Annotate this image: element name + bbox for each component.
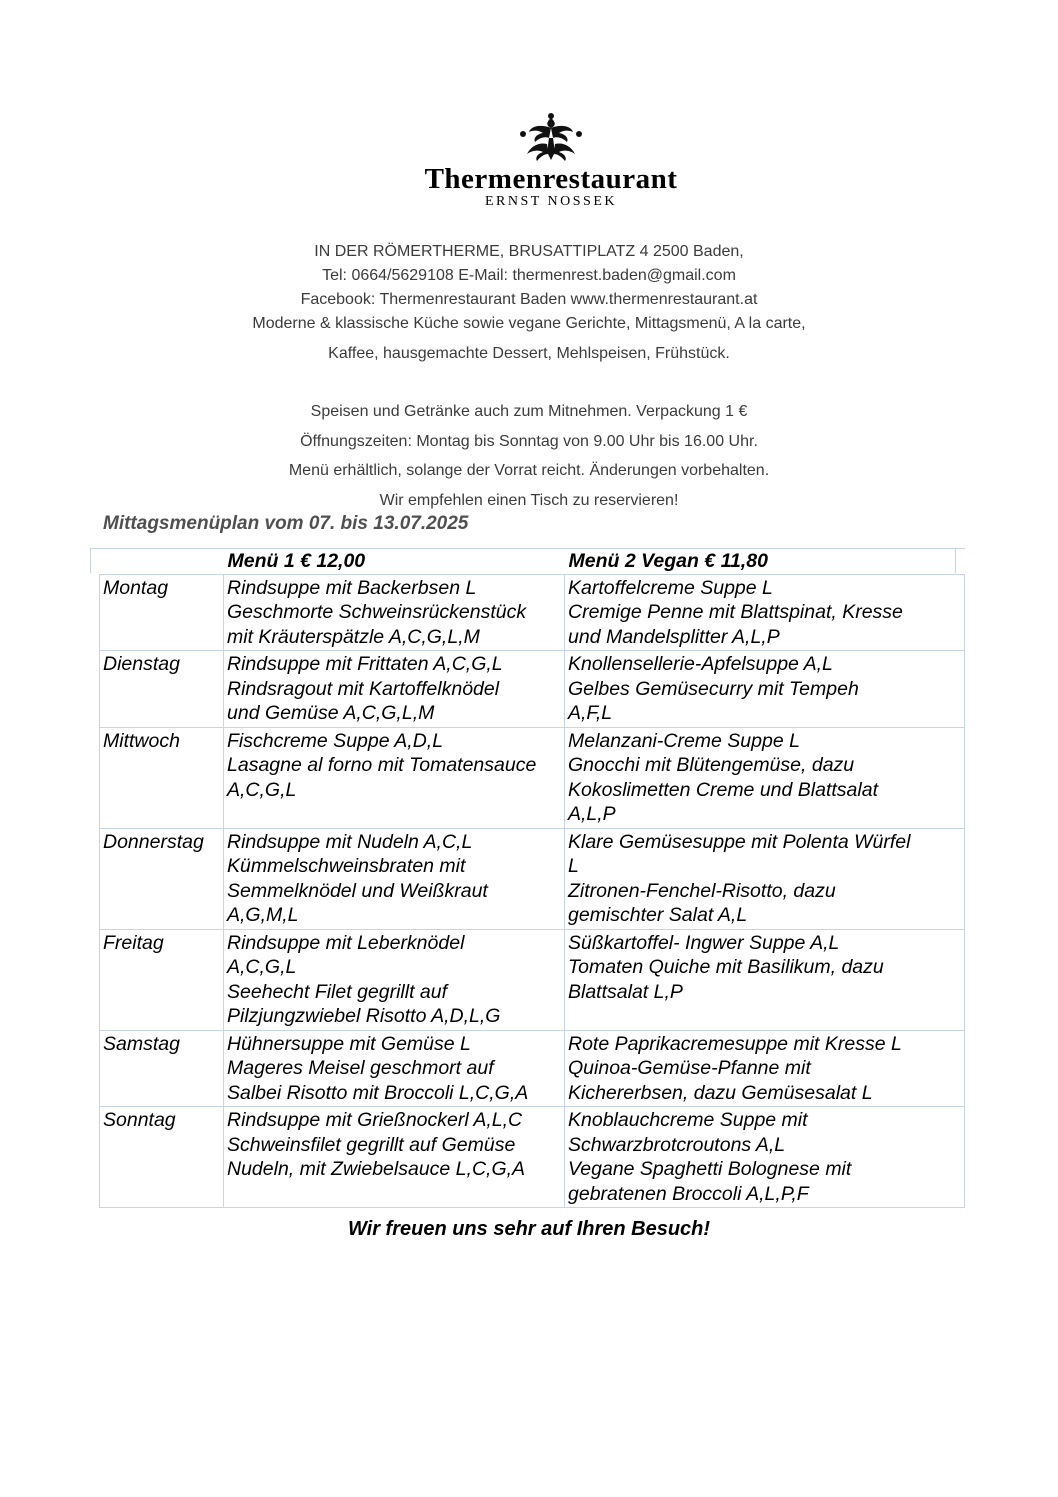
closing-message: Wir freuen uns sehr auf Ihren Besuch! — [347, 1218, 711, 1240]
header-menu2: Menü 2 Vegan € 11,80 — [565, 549, 965, 575]
menu1-cell: Rindsuppe mit Grießnockerl A,L,C Schweinsfilet gegrillt auf Gemüse Nudeln, mit Zwiebelsauce L,C,G,A — [224, 1107, 565, 1208]
table-row — [100, 828, 965, 929]
contact-info — [0, 240, 1058, 366]
restaurant-logo — [378, 112, 724, 210]
table-header-row — [100, 549, 965, 575]
table-row — [100, 651, 965, 728]
header-day — [100, 549, 224, 575]
menu1-cell: Fischcreme Suppe A,D,L Lasagne al forno mit Tomatensauce A,C,G,L — [224, 727, 565, 828]
day-cell: Samstag — [100, 1030, 224, 1107]
menu2-cell: Melanzani-Creme Suppe L Gnocchi mit Blütengemüse, dazu Kokoslimetten Creme und Blattsalat A,L,P — [565, 727, 965, 828]
menu1-cell: Rindsuppe mit Backerbsen L Geschmorte Schweinsrückenstück mit Kräuterspätzle A,C,G,L,M — [224, 574, 565, 651]
table-row — [100, 574, 965, 651]
ornament-icon — [513, 112, 589, 162]
note-reservation: Wir empfehlen einen Tisch zu reservieren! — [379, 491, 679, 509]
brand-subtitle: ERNST NOSSEK — [484, 194, 618, 209]
day-cell: Dienstag — [100, 651, 224, 728]
day-cell: Mittwoch — [100, 727, 224, 828]
offer-line: Kaffee, hausgemachte Dessert, Mehlspeisen, Frühstück. — [328, 345, 730, 362]
menu-table — [99, 548, 965, 1208]
menu2-cell: Kartoffelcreme Suppe L Cremige Penne mit Blattspinat, Kresse und Mandelsplitter A,L,P — [565, 574, 965, 651]
brand-name: Thermenrestaurant — [424, 163, 678, 195]
menu1-cell: Rindsuppe mit Nudeln A,C,L Kümmelschweinsbraten mit Semmelknödel und Weißkraut A,G,M,L — [224, 828, 565, 929]
note-takeaway: Speisen und Getränke auch zum Mitnehmen. Verpackung 1 € — [310, 403, 748, 420]
day-cell: Sonntag — [100, 1107, 224, 1208]
contact-line: Tel: 0664/5629108 E-Mail: thermenrest.baden@gmail.com — [322, 267, 736, 284]
social-line: Facebook: Thermenrestaurant Baden www.thermenrestaurant.at — [300, 291, 758, 308]
address-line: IN DER RÖMERTHERME, BRUSATTIPLATZ 4 2500 Baden, — [314, 243, 744, 260]
menu2-cell: Süßkartoffel- Ingwer Suppe A,L Tomaten Quiche mit Basilikum, dazu Blattsalat L,P — [565, 929, 965, 1030]
table-row — [100, 727, 965, 828]
menu2-cell: Rote Paprikacremesuppe mit Kresse L Quinoa-Gemüse-Pfanne mit Kichererbsen, dazu Gemüsesalat L — [565, 1030, 965, 1107]
note-hours: Öffnungszeiten: Montag bis Sonntag von 9.00 Uhr bis 16.00 Uhr. — [300, 432, 758, 450]
menu2-cell: Knollensellerie-Apfelsuppe A,L Gelbes Gemüsecurry mit Tempeh A,F,L — [565, 651, 965, 728]
note-availability: Menü erhältlich, solange der Vorrat reicht. Änderungen vorbehalten. — [288, 462, 770, 479]
notes — [0, 397, 1058, 515]
table-row — [100, 929, 965, 1030]
menu2-cell: Klare Gemüsesuppe mit Polenta Würfel L Zitronen-Fenchel-Risotto, dazu gemischter Salat A,L — [565, 828, 965, 929]
header-menu1: Menü 1 € 12,00 — [224, 549, 565, 575]
menu1-cell: Rindsuppe mit Leberknödel A,C,G,L Seehecht Filet gegrillt auf Pilzjungzwiebel Risotto A,D,L,G — [224, 929, 565, 1030]
plan-title: Mittagsmenüplan vom 07. bis 13.07.2025 — [103, 513, 469, 534]
day-cell: Donnerstag — [100, 828, 224, 929]
menu1-cell: Rindsuppe mit Frittaten A,C,G,L Rindsragout mit Kartoffelknödel und Gemüse A,C,G,L,M — [224, 651, 565, 728]
menu1-cell: Hühnersuppe mit Gemüse L Mageres Meisel geschmort auf Salbei Risotto mit Broccoli L,C,G,A — [224, 1030, 565, 1107]
menu2-cell: Knoblauchcreme Suppe mit Schwarzbrotcroutons A,L Vegane Spaghetti Bolognese mit gebratenen Broccoli A,L,P,F — [565, 1107, 965, 1208]
day-cell: Montag — [100, 574, 224, 651]
table-row — [100, 1030, 965, 1107]
cuisine-line: Moderne & klassische Küche sowie vegane Gerichte, Mittagsmenü, A la carte, — [252, 315, 806, 332]
day-cell: Freitag — [100, 929, 224, 1030]
table-row — [100, 1107, 965, 1208]
